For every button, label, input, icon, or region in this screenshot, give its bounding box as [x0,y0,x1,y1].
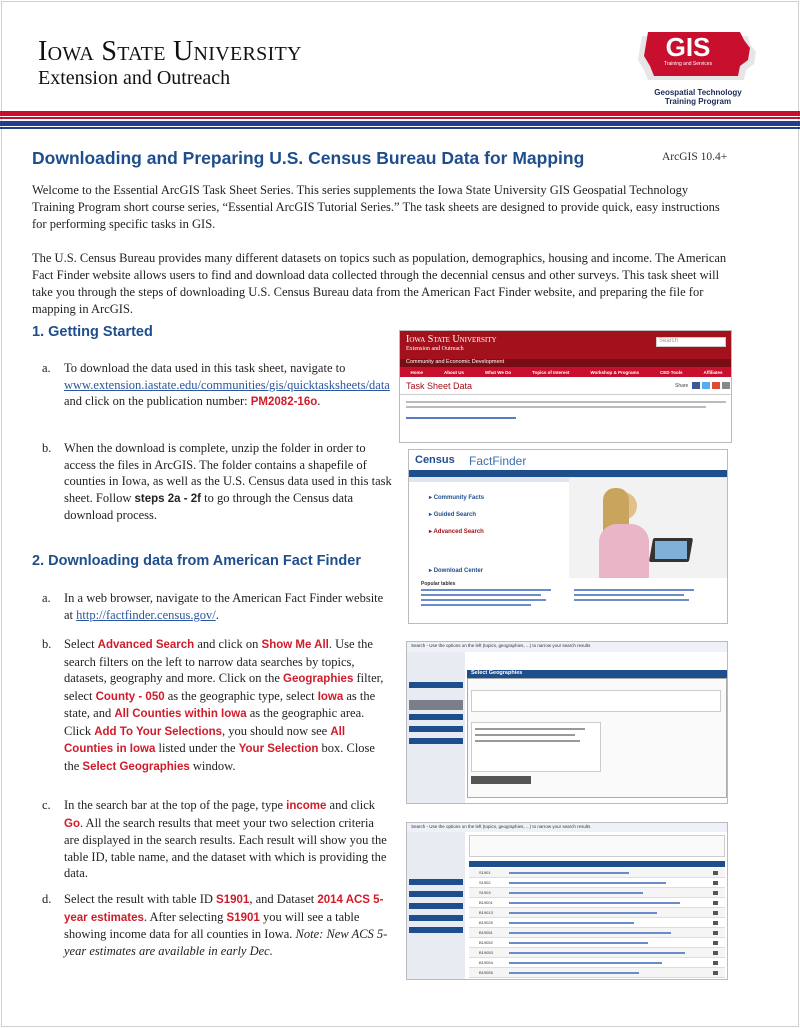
results-row: B19053 [469,948,725,958]
results-row: S1901 [469,868,725,878]
step-1b: b. When the download is complete, unzip the folder in order to access the files in ArcGIS. The folder contains a shapefile of counties in Iowa, as well as the U.S. Census data used in this task sheet. Follow steps 2a - 2f to go through the Census data download process. [42,441,392,522]
screenshot-select-geographies: Search - Use the options on the left (topics, geographies, ...) to narrow your search results Select Geographies [406,641,728,804]
results-row: B19054 [469,958,725,968]
version-label: ArcGIS 10.4+ [662,151,728,163]
factfinder-link[interactable]: http://factfinder.census.gov/ [76,607,216,622]
data-download-link[interactable]: www.extension.iastate.edu/communities/gis/quicktasksheets/data [64,377,390,392]
intro-paragraph-2: The U.S. Census Bureau provides many different datasets on topics such as population, demographics, housing and income. The American Fact Finder website allows users to find and download data collected through the decennial census and other surveys. This task sheet will take you through the steps of downloading U.S. Census Bureau data from the American Fact Finder website, and preparing the file for mapping in ArcGIS. [32,251,727,316]
screenshot-menu-item: ▸ Download Center [429,568,484,574]
publication-number: PM2082-16o [250,396,318,408]
step-2b: b. Select Advanced Search and click on Show Me All. Use the search filters on the left to narrow data searches by topics, datasets, geography and more. Click on the Geographies filter, select County - 050 as the geographic type, select Iowa as the state, and All Counties within Iowa as the geographic area. Click Add To Your Selections, you should now see All Counties in Iowa listed under the Your Selection box. Close the Select Geographies window. [42,637,384,773]
screenshot-results-table [469,868,725,978]
screenshot-menu-item: ▸ Advanced Search [429,529,484,535]
results-row: B19052 [469,938,725,948]
screenshot-search-results: Search - Use the options on the left (topics, geographies, ...) to narrow your search results S1901 S1902 S1903 B19001 B19013 B19025 B19051 B19052 B19053 B19054 B19055 [406,822,728,980]
screenshot-nav-item: Affiliates [703,369,723,375]
screenshot-menu-item: ▸ Community Facts [429,495,485,501]
step-2d: d. Select the result with table ID S1901, and Dataset 2014 ACS 5-year estimates. After selecting S1901 you will see a table showing income data for all counties in Iowa. Note: New ACS 5-year estimates are available in early Dec. [42,892,388,958]
section-heading-fact-finder: 2. Downloading data from American Fact Finder [32,553,361,569]
gis-logo-caption: Geospatial Technology Training Program [654,88,742,106]
results-row: B19055 [469,968,725,978]
screenshot-nav-bar [400,367,732,377]
step-2a: a. In a web browser, navigate to the American Fact Finder website at http://factfinder.census.gov/. [42,591,384,622]
screenshot-factfinder-menu [429,494,569,584]
screenshot-nav-item: Workshop & Programs [590,369,640,375]
screenshot-nav-item: Home [410,369,424,375]
results-row: B19051 [469,928,725,938]
screenshot-nav-item: What We Do [485,369,512,375]
step-2c: c. In the search bar at the top of the page, type income and click Go. All the search results that meet your two selection criteria are displayed in the search results. Each result will show you the table ID, table name, and the dataset with which is providing the data. [42,798,387,880]
gis-logo-tagline: Training and Services [663,61,713,67]
screenshot-task-sheet-data: Iowa State University Extension and Outreach Search Community and Economic Development Home About Us What We Do Topics of Interest Workshop & Programs CED Tools Affiliates Task Sheet Data Share [399,330,732,443]
header-stripes [0,111,800,133]
results-row: S1902 [469,878,725,888]
gis-logo-text: GIS [665,32,711,62]
page-header [0,0,800,112]
screenshot-nav-item: About Us [444,369,465,375]
page-title: Downloading and Preparing U.S. Census Bureau Data for Mapping [32,148,585,168]
screenshot-nav-item: CED Tools [660,369,683,375]
screenshot-menu-item: ▸ Guided Search [429,512,477,518]
university-unit: Extension and Outreach [38,67,231,89]
screenshot-search-input: Search [656,337,726,347]
screenshot-nav-item: Topics of Interest [532,369,570,375]
step-1a: a. To download the data used in this task sheet, navigate to www.extension.iastate.edu/communities/gis/quicktasksheets/data and click on the publication number: PM2082-16o. [42,361,390,408]
section-heading-getting-started: 1. Getting Started [32,324,153,340]
screenshot-factfinder-home: Census FactFinder ▸ Community Facts ▸ Guided Search ▸ Advanced Search ▸ Download Center Popular tables [408,449,728,624]
gis-logo [628,30,778,110]
university-name: Iowa State University [38,36,302,67]
results-row: B19013 [469,908,725,918]
results-row: B19001 [469,898,725,908]
results-row: S1903 [469,888,725,898]
results-row: B19025 [469,918,725,928]
intro-paragraph-1: Welcome to the Essential ArcGIS Task Sheet Series. This series supplements the Iowa State University GIS Geospatial Technology Training Program short course series, “Essential ArcGIS Tutorial Series.” The task sheets are designed to provide quick, easy instructions for performing specific tasks in GIS. [32,183,720,231]
